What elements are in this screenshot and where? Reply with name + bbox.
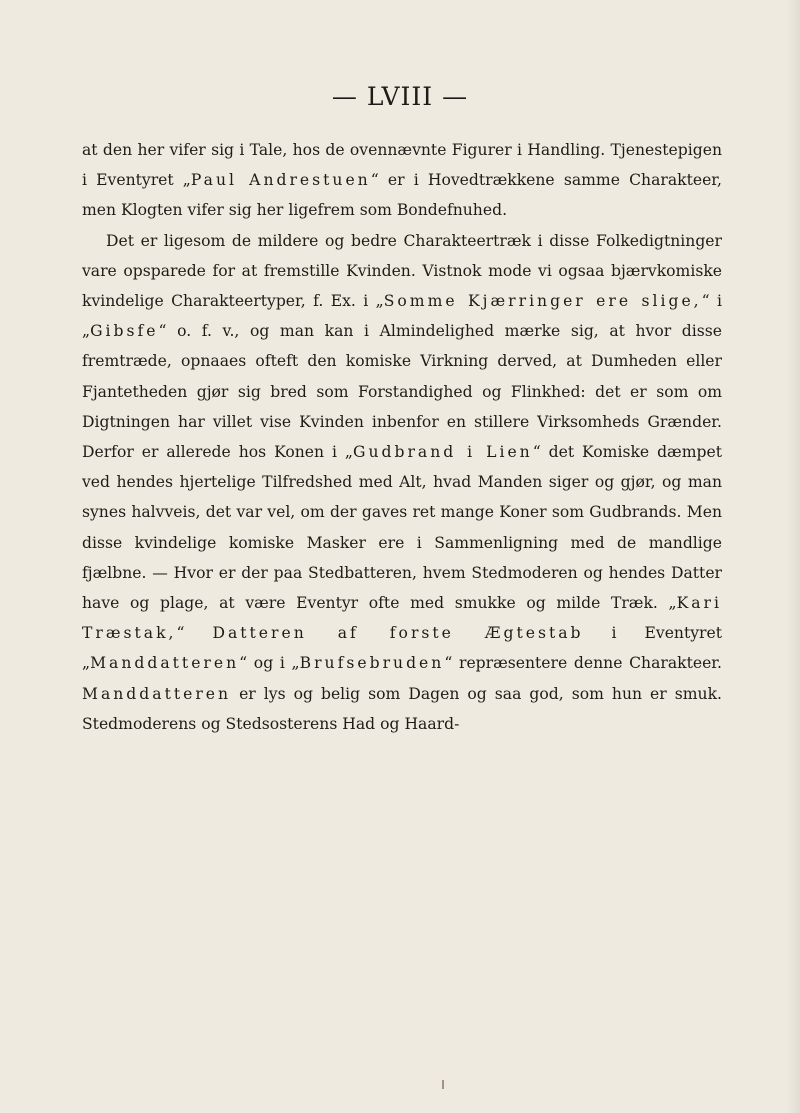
- emphasized-text: Paul Andrestuen: [190, 171, 371, 190]
- page-edge-shadow: [786, 0, 800, 1113]
- emphasized-text: Gudbrand i Lien: [352, 443, 533, 462]
- body-text: [82, 135, 722, 739]
- emphasized-text: Manddatteren: [90, 654, 240, 673]
- paragraph-1: [82, 135, 722, 226]
- text-segment: Det er ligesom de mildere og bedre Charakteertræk i disse Folkedigtninger vare opsparede for at fremstille Kvinden. Vistnok mode vi ogsaa bjærvkomiske kvindelige Charakteertyper, f. Ex. i „: [82, 231, 722, 311]
- page-number-header: — LVIII —: [331, 82, 469, 111]
- text-segment: “ og i „: [239, 654, 300, 673]
- emphasized-text: Somme Kjærringer ere slige,: [383, 292, 702, 311]
- text-segment: “ i „: [82, 292, 723, 341]
- emphasized-text: Kari Træstak,: [82, 594, 722, 643]
- text-segment: “ o. f. v., og man kan i Almindelighed mærke sig, at hvor disse fremtræde, opnaaes ofteft den komiske Virkning derved, at Dumheden eller Fjantetheden gjør sig bred som Forstandighed og Flinkhed: det er som om Digtningen har villet vise Kvinden inbenfor en stillere Virksomheds Grænder. Derfor er allerede hos Konen i „: [82, 322, 722, 462]
- emphasized-text: Brufsebruden: [299, 654, 445, 673]
- footer-mark: [442, 1080, 444, 1089]
- emphasized-text: Datteren af forste Ægtestab: [212, 624, 584, 643]
- text-segment: “ repræsentere denne Charakteer.: [444, 654, 722, 673]
- text-segment: at den her vifer sig i Tale, hos de ovennævnte Figurer i Handling. Tjenestepigen i Eventyret „: [82, 141, 722, 190]
- text-segment: “ det Komiske dæmpet ved hendes hjertelige Tilfredshed med Alt, hvad Manden siger og gjør, og man synes halvveis, det var vel, om der gaves ret mange Koner som Gudbrands. Men disse kvindelige komiske Masker ere i Sammenligning med de mandlige fjælbne. — Hvor er der paa Stedbatteren, hvem Stedmoderen og hendes Datter have og plage, at være Eventyr ofte med smukke og milde Træk. „: [82, 443, 722, 613]
- text-segment: er lys og belig som Dagen og saa god, som hun er smuk. Stedmoderens og Stedsosterens Had og Haard-: [82, 684, 722, 733]
- emphasized-text: Manddatteren: [82, 684, 232, 703]
- text-segment: i Eventyret „: [82, 624, 722, 673]
- paragraph-2: [82, 226, 722, 739]
- emphasized-text: Gibsfe: [90, 322, 159, 341]
- text-segment: “ er i Hovedtrækkene samme Charakteer, men Klogten vifer sig her ligefrem som Bondefnuhed.: [82, 171, 722, 220]
- text-segment: “: [176, 624, 213, 643]
